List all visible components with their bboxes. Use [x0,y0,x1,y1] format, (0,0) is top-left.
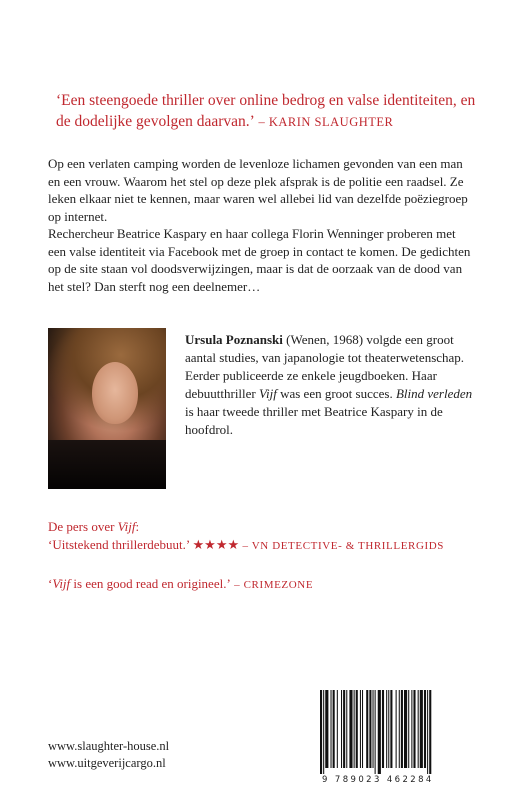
author-bio-part-3: is haar tweede thriller met Beatrice Kaspary in de hoofdrol. [185,404,443,437]
barcode-bar [388,690,389,768]
press-reviews [48,518,488,594]
barcode-bar [323,690,324,774]
star-rating: ★★★★ [192,537,240,552]
press-review-1: ‘Uitstekend thrillerdebuut.’ ★★★★ – VN DETECTIVE- & THRILLERGIDS [48,537,445,552]
author-name: Ursula Poznanski [185,332,283,347]
barcode-bar [382,690,384,768]
quote-text: ‘Een steengoede thriller over online bedrog en valse identiteiten, en de dodelijke gevolgen daarvan.’ [56,92,476,130]
barcode-bar [354,690,355,768]
barcode-bar [343,690,345,768]
isbn-number: 9 789023 462284 [322,775,434,785]
barcode-bar [378,690,381,774]
press-review-2: ‘Vijf is een good read en origineel.’ – CRIMEZONE [48,576,314,591]
isbn-barcode [318,690,468,776]
barcode-bar [427,690,428,774]
barcode-bar [333,690,335,768]
book-title-vijf: Vijf [259,386,277,401]
author-photo [48,328,166,489]
review-source-2: – CRIMEZONE [230,579,314,591]
barcode-bar [373,690,374,768]
barcode-bar [396,690,397,768]
barcode-bar [413,690,415,768]
barcode-bar [411,690,412,768]
barcode-bar [366,690,368,768]
barcode-bar [429,690,431,774]
barcode-bar [390,690,392,768]
barcode-bar [346,690,347,768]
book-title-blind-verleden: Blind verleden [395,386,473,401]
barcode-bar [360,690,361,768]
barcode-bar [325,690,328,768]
barcode-bar [408,690,409,768]
barcode-bar [341,690,342,768]
featured-quote [56,90,476,133]
press-heading: De pers over Vijf: [48,519,140,534]
barcode-bar [356,690,358,768]
barcode-bar [349,690,352,768]
book-blurb [48,155,473,295]
barcode-bar [424,690,426,768]
blurb-paragraph-2: Rechercheur Beatrice Kaspary en haar collega Florin Wenninger proberen met een valse identiteit via Facebook met de groep in contact te komen. De gedichten op de site staan vol doodsverwijzingen, maar is dat de oorzaak van de dood van het stel? Dan sterft nog een deelnemer… [48,226,471,294]
quote-attribution: – KARIN SLAUGHTER [254,115,394,129]
barcode-bar [418,690,419,768]
author-bio-part-1: (Wenen, 1968) volgde een groot aantal studies, van japanologie tot theaterwetenschap. Eerder publiceerde ze enkele jeugdboeken. Haar debuutthriller [185,332,465,401]
barcode-bar [401,690,403,768]
barcode-bar [320,690,322,774]
author-bio-part-2: was een groot succes. [276,386,396,401]
publisher-urls [48,738,169,772]
url-uitgeverijcargo: www.uitgeverijcargo.nl [48,756,166,770]
url-slaughter-house: www.slaughter-house.nl [48,739,170,753]
author-bio [185,331,475,439]
review-source-1: – VN DETECTIVE- & THRILLERGIDS [239,540,445,552]
barcode-bar [362,690,363,768]
barcode-bar [375,690,376,774]
blurb-paragraph-1: Op een verlaten camping worden de levenloze lichamen gevonden van een man en een vrouw. Waarom het stel op deze plek afsprak is de politie een raadsel. Ze leken elkaar niet te kennen, maar waren wel allebei lid van dezelfde poëziegroep op internet. [48,156,468,224]
barcode-bar [337,690,338,768]
barcode-bar [420,690,423,768]
barcode-bar [404,690,407,768]
barcode-bar [331,690,332,768]
barcode-bar [399,690,400,768]
barcode-bar [369,690,371,768]
barcode-bar [386,690,387,768]
